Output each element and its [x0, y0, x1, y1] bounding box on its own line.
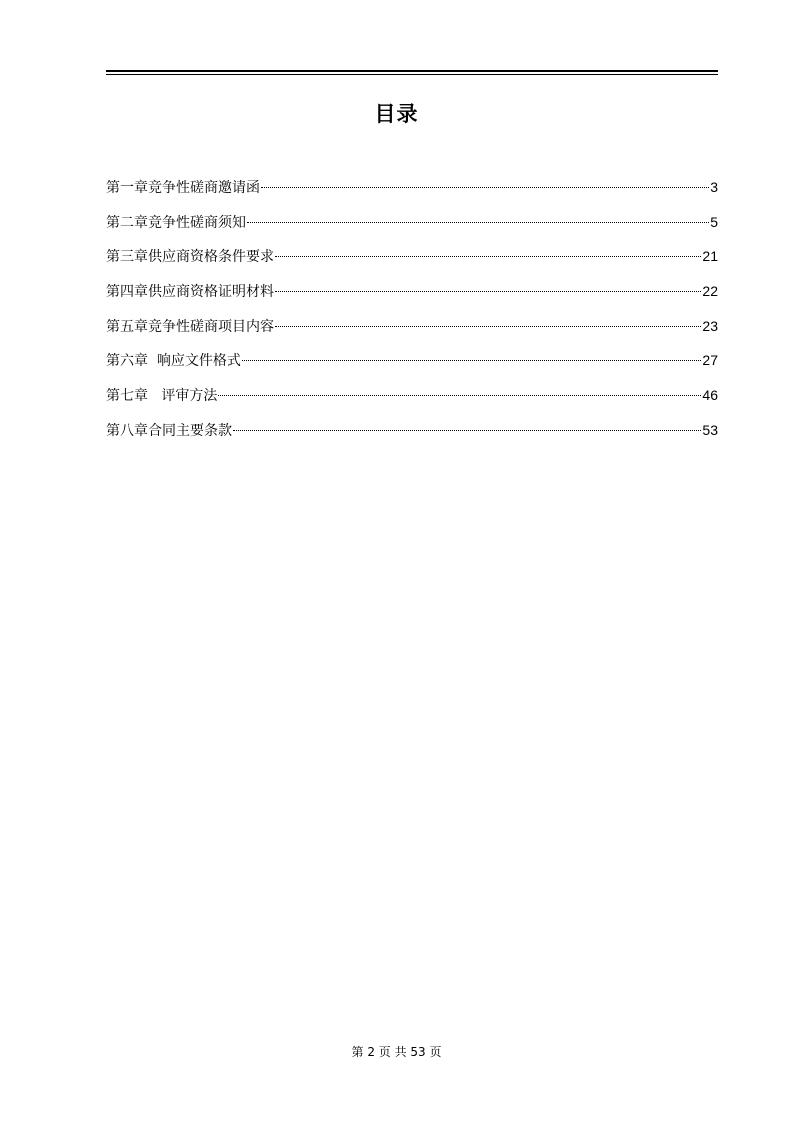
toc-dot-leader	[242, 360, 702, 361]
toc-entry-page-number: 23	[702, 317, 718, 334]
toc-entry-page-number: 3	[710, 179, 718, 195]
toc-entry-label: 第三章供应商资格条件要求	[106, 249, 274, 266]
toc-entry-page-number: 5	[710, 213, 718, 230]
toc-dot-leader	[261, 187, 709, 188]
toc-entry-label: 第二章竞争性磋商须知	[106, 214, 246, 231]
toc-entry-label: 第一章竞争性磋商邀请函	[106, 180, 260, 196]
toc-dot-leader	[275, 326, 701, 327]
toc-dot-leader	[233, 430, 701, 431]
toc-entry-label: 第五章竞争性磋商项目内容	[106, 318, 274, 335]
toc-dot-leader	[275, 256, 701, 257]
header-rule-thick	[106, 70, 718, 72]
toc-entry-chapter-1[interactable]	[106, 172, 718, 207]
toc-entry-page-number: 21	[702, 248, 718, 265]
toc-dot-leader	[218, 395, 701, 396]
toc-entry-page-number: 46	[702, 387, 718, 404]
toc-entry-label: 第六章 响应文件格式	[106, 353, 241, 370]
toc-entry-chapter-2[interactable]	[106, 207, 718, 242]
toc-dot-leader	[275, 291, 701, 292]
page-footer: 第 2 页 共 53 页	[351, 1045, 442, 1059]
page-title: 目录	[374, 102, 419, 126]
toc-entry-label: 第四章供应商资格证明材料	[106, 284, 274, 301]
toc-entry-chapter-7[interactable]	[106, 380, 718, 415]
toc-entry-chapter-6[interactable]	[106, 345, 718, 380]
toc-entry-page-number: 53	[702, 421, 718, 438]
toc-entry-label: 第八章合同主要条款	[106, 422, 232, 439]
toc-entry-chapter-8[interactable]	[106, 415, 718, 450]
toc-entry-chapter-4[interactable]	[106, 276, 718, 311]
toc-list	[106, 172, 718, 450]
toc-entry-chapter-3[interactable]	[106, 241, 718, 276]
toc-entry-page-number: 27	[702, 352, 718, 369]
header-rule-thin	[106, 74, 718, 75]
toc-entry-chapter-5[interactable]	[106, 311, 718, 346]
toc-entry-page-number: 22	[702, 283, 718, 300]
toc-entry-label: 第七章 评审方法	[106, 388, 218, 405]
toc-dot-leader	[247, 222, 709, 223]
